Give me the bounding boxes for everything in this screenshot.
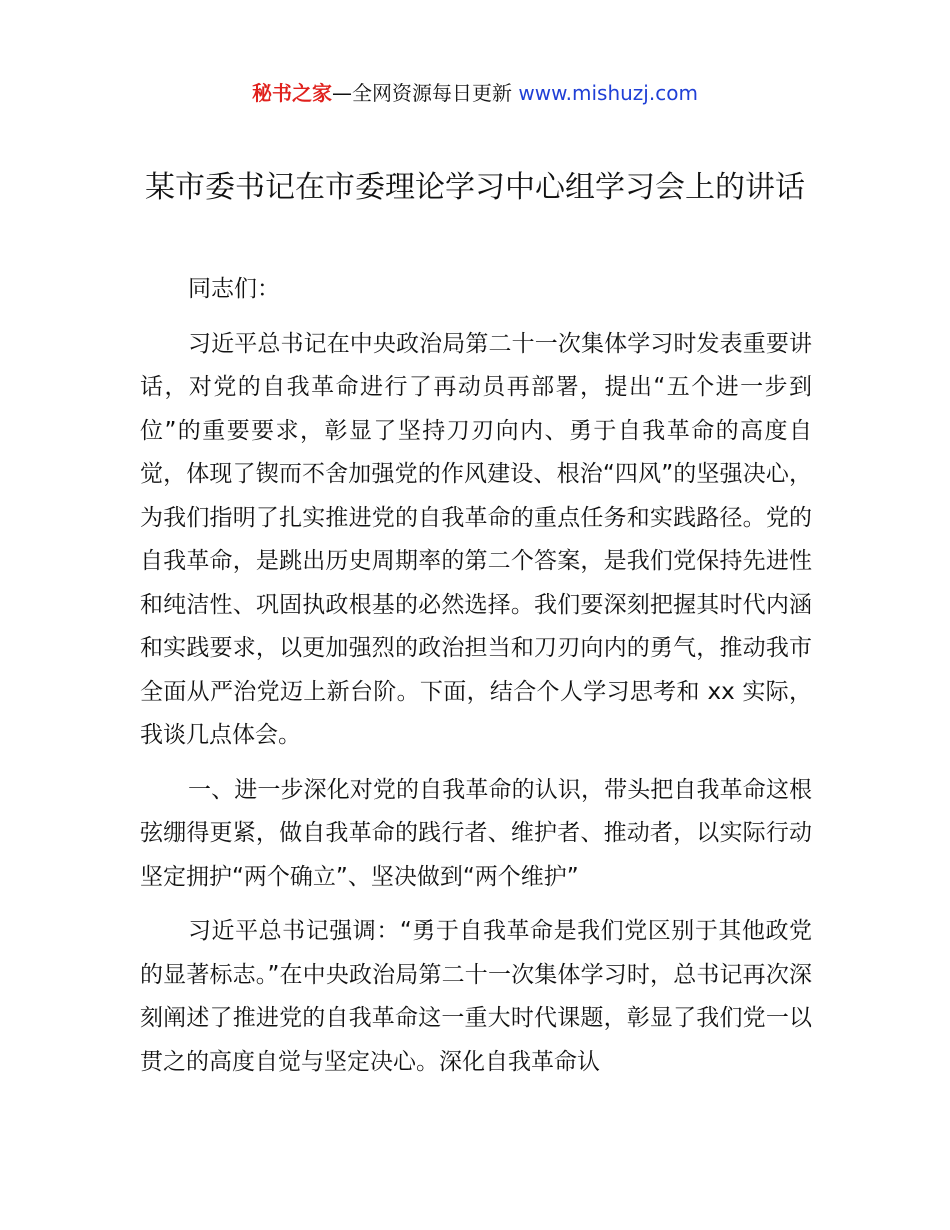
header-tagline: —全网资源每日更新 xyxy=(332,81,513,105)
site-url-link[interactable]: www.mishuzj.com xyxy=(518,81,698,105)
body-paragraph: 习近平总书记强调：“勇于自我革命是我们党区别于其他政党的显著标志。”在中央政治局第二十一次集体学习时，总书记再次深刻阐述了推进党的自我革命这一重大时代课题，彰显了我们党一以贯之的高度自觉与坚定决心。深化自我革命认 xyxy=(140,918,812,1075)
body-paragraph: 习近平总书记在中央政治局第二十一次集体学习时发表重要讲话，对党的自我革命进行了再动员再部署，提出“五个进一步到位”的重要要求，彰显了坚持刀刃向内、勇于自我革命的高度自觉，体现了锲而不舍加强党的作风建设、根治“四风”的坚强决心，为我们指明了扎实推进党的自我革命的重点任务和实践路径。党的自我革命，是跳出历史周期率的第二个答案，是我们党保持先进性和纯洁性、巩固执政根基的必然选择。我们要深刻把握其时代内涵和实践要求，以更加强烈的政治担当和刀刃向内的勇气，推动我市全面从严治党迈上新台阶。下面，结合个人学习思考和 xx 实际，我谈几点体会。 xyxy=(140,330,812,748)
salutation: 同志们： xyxy=(188,276,280,302)
section-heading: 一、进一步深化对党的自我革命的认识，带头把自我革命这根弦绷得更紧，做自我革命的践行者、维护者、推动者，以实际行动坚定拥护“两个确立”、坚决做到“两个维护” xyxy=(140,776,812,890)
brand-name: 秘书之家 xyxy=(252,81,333,105)
site-header xyxy=(0,78,950,108)
document-body xyxy=(140,268,812,1084)
document-title: 某市委书记在市委理论学习中心组学习会上的讲话 xyxy=(145,170,805,205)
